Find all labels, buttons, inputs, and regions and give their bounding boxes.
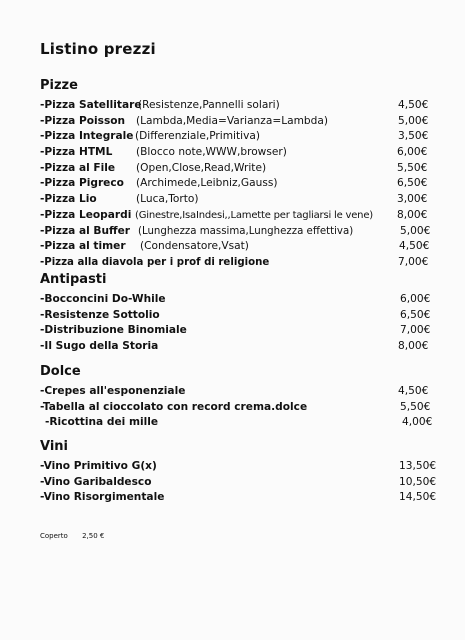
item-price: 4,00€: [402, 416, 433, 429]
item-price: 6,00€: [397, 146, 428, 159]
menu-item: [40, 400, 440, 416]
item-price: 13,50€: [399, 460, 437, 472]
item-name: -Pizza Poisson: [40, 114, 126, 127]
item-price: 14,50€: [399, 491, 437, 504]
menu-item: [40, 161, 440, 177]
section-dolce: [40, 364, 440, 431]
section-title: Pizze: [40, 78, 78, 93]
item-description: (Condensatore,Vsat): [140, 240, 249, 253]
item-name: -Pizza Satellitare: [40, 99, 142, 111]
item-name: -Pizza Leopardi: [40, 208, 132, 221]
cover-charge: [40, 532, 104, 540]
item-name: -Pizza HTML: [40, 146, 113, 159]
item-price: 10,50€: [399, 475, 437, 488]
menu-item: [40, 475, 440, 491]
menu-item: [40, 323, 440, 339]
item-name: -Vino Primitivo G(x): [40, 460, 157, 472]
item-name: -Pizza alla diavola per i prof di religione: [40, 256, 270, 268]
item-name: -Tabella al cioccolato con record crema.dolce: [40, 400, 308, 413]
cover-charge-label: Coperto: [40, 532, 68, 540]
menu-item: [40, 415, 440, 431]
menu-item: [40, 255, 440, 271]
item-price: 7,00€: [400, 324, 431, 337]
item-price: 6,50€: [400, 308, 431, 321]
item-description: (Blocco note,WWW,browser): [136, 146, 287, 159]
menu-item: [40, 192, 440, 208]
menu-item: [40, 208, 440, 224]
item-description: (Lunghezza massima,Lunghezza effettiva): [138, 225, 354, 237]
item-price: 5,50€: [397, 161, 428, 174]
menu-item: [40, 145, 440, 161]
item-name: -Bocconcini Do-While: [40, 293, 166, 305]
menu-item: [40, 308, 440, 324]
section-vini: [40, 439, 440, 506]
item-price: 4,50€: [399, 240, 430, 253]
item-price: 5,00€: [398, 114, 429, 127]
item-price: 6,00€: [400, 293, 431, 305]
item-price: 4,50€: [398, 99, 429, 111]
item-price: 3,50€: [398, 130, 429, 143]
item-description: (Differenziale,Primitiva): [135, 130, 260, 143]
menu-item: [40, 490, 440, 506]
menu-item: [40, 176, 440, 192]
item-name: -Crepes all'esponenziale: [40, 385, 186, 397]
item-description: (Archimede,Leibniz,Gauss): [136, 177, 278, 190]
section-title: Vini: [40, 439, 68, 454]
menu-item: [40, 292, 440, 308]
page-title: Listino prezzi: [40, 40, 156, 58]
item-name: -Pizza Lio: [40, 193, 97, 206]
section-antipasti: [40, 272, 440, 355]
menu-item: [40, 339, 440, 355]
item-name: -Pizza al Buffer: [40, 224, 131, 237]
section-pizze: [40, 78, 440, 271]
item-name: -Resistenze Sottolio: [40, 308, 160, 321]
menu-item: [40, 459, 440, 475]
menu-item: [40, 98, 440, 114]
cover-charge-value: 2,50 €: [82, 532, 105, 540]
item-name: -Pizza Integrale: [40, 130, 134, 143]
menu-item: [40, 129, 440, 145]
section-title: Dolce: [40, 364, 81, 379]
item-name: -Vino Risorgimentale: [40, 491, 165, 504]
menu-item: [40, 114, 440, 130]
item-price: 7,00€: [398, 255, 429, 268]
item-name: -Pizza al File: [40, 161, 116, 174]
item-name: -Ricottina dei mille: [45, 416, 159, 429]
item-name: -Distribuzione Binomiale: [40, 324, 187, 337]
item-price: 5,00€: [400, 224, 431, 237]
item-description: (Luca,Torto): [136, 193, 199, 206]
item-name: -Vino Garibaldesco: [40, 475, 152, 488]
item-name: -Il Sugo della Storia: [40, 340, 159, 353]
item-name: -Pizza al timer: [40, 240, 126, 253]
item-name: -Pizza Pigreco: [40, 177, 124, 190]
menu-item: [40, 224, 440, 240]
item-price: 6,50€: [397, 177, 428, 190]
item-description: (Open,Close,Read,Write): [136, 161, 267, 174]
section-title: Antipasti: [40, 272, 107, 287]
menu-item: [40, 384, 440, 400]
menu-item: [40, 239, 440, 255]
item-price: 8,00€: [397, 208, 428, 221]
item-price: 8,00€: [398, 340, 429, 353]
item-price: 5,50€: [400, 400, 431, 413]
item-description: (Ginestre,IsaIndesi,,Lamette per tagliarsi le vene): [135, 209, 373, 221]
item-price: 3,00€: [397, 193, 428, 206]
item-price: 4,50€: [398, 385, 429, 397]
item-description: (Resistenze,Pannelli solari): [138, 99, 280, 111]
item-description: (Lambda,Media=Varianza=Lambda): [136, 114, 328, 127]
